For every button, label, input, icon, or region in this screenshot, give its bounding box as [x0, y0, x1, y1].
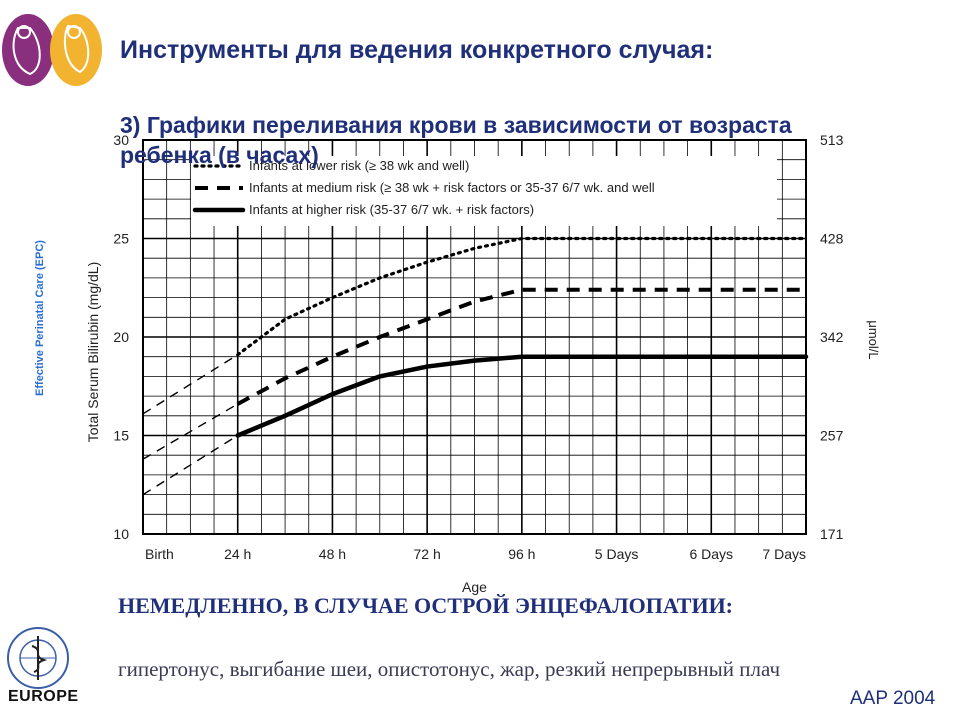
x-tick-label: 96 h [508, 546, 536, 562]
y2-tick-label: 257 [820, 427, 844, 444]
page-subtitle: 3) Графики переливания крови в зависимости от возраста ребенка (в часах) [120, 112, 792, 168]
x-tick-label: 72 h [413, 546, 441, 562]
page-title: Инструменты для ведения конкретного случая: [120, 36, 714, 64]
x-tick-label: 48 h [318, 546, 347, 562]
x-tick-label: Birth [145, 546, 174, 562]
y-tick-label: 15 [113, 427, 129, 444]
legend-label-2: Infants at medium risk (≥ 38 wk + risk factors or 35-37 6/7 wk. and well [249, 180, 655, 195]
legend-label-1: Infants at lower risk (≥ 38 wk and well) [249, 158, 470, 173]
y2-tick-label: 513 [820, 132, 844, 148]
legend-label-3: Infants at higher risk (35-37 6/7 wk. + risk factors) [249, 202, 535, 217]
source-label: AAP 2004 [850, 688, 936, 709]
y2-axis-title: μmol/L [866, 320, 881, 360]
y-tick-label: 30 [113, 132, 129, 148]
y2-tick-label: 342 [820, 329, 844, 345]
x-tick-label: 5 Days [594, 546, 639, 562]
y-tick-label: 20 [113, 329, 129, 345]
x-tick-label: 6 Days [689, 546, 734, 562]
y-tick-label: 10 [113, 526, 129, 542]
x-tick-label: 24 h [224, 546, 252, 562]
y2-tick-label: 428 [820, 230, 844, 247]
side-label: Effective Perinatal Care (EPC) [34, 240, 46, 396]
y-axis-title: Total Serum Bilirubin (mg/dL) [85, 261, 101, 443]
who-europe-label: EUROPE [8, 688, 79, 705]
warning-title: НЕМЕДЛЕННО, В СЛУЧАЕ ОСТРОЙ ЭНЦЕФАЛОПАТИИ: [118, 593, 734, 618]
x-tick-label: 7 Days [762, 546, 806, 562]
x-axis-title: Age [462, 579, 487, 595]
y2-tick-label: 171 [820, 526, 844, 542]
y-tick-label: 25 [113, 230, 129, 247]
warning-text: гипертонус, выгибание шеи, опистотонус, жар, резкий непрерывный плач [118, 657, 781, 681]
